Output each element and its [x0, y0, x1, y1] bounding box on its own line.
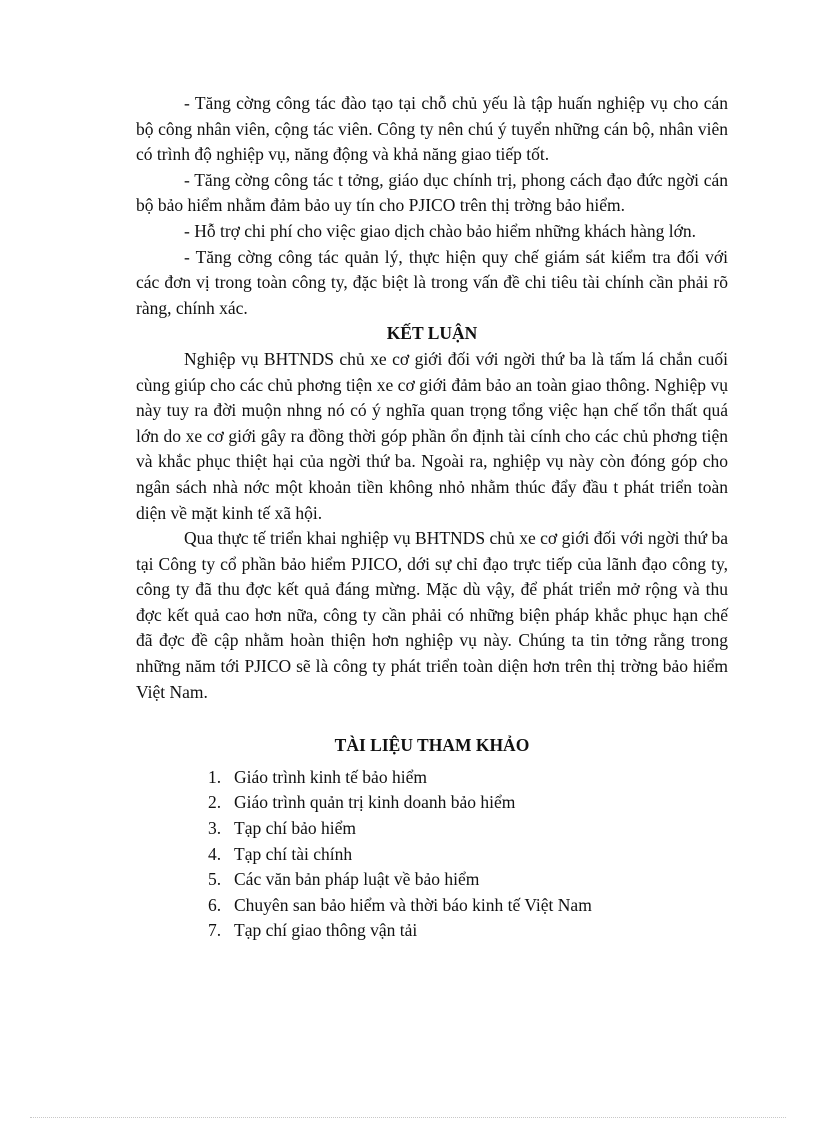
- list-item-number: 2.: [208, 792, 222, 813]
- page-bottom-divider: [30, 1117, 786, 1118]
- list-item: [208, 790, 728, 816]
- paragraph-ideology: - Tăng cờng công tác t tởng, giáo dục chính trị, phong cách đạo đức ngời cán bộ bảo hiểm nhằm đảm bảo uy tín cho PJICO trên thị trờng bảo hiểm.: [136, 169, 728, 216]
- list-item-number: 3.: [208, 818, 222, 839]
- list-item: [208, 765, 728, 791]
- document-page: [136, 91, 728, 944]
- list-item: [208, 918, 728, 944]
- paragraph-management: - Tăng cờng công tác quản lý, thực hiện quy chế giám sát kiểm tra đối với các đơn vị trong toàn công ty, đặc biệt là trong vấn đề chi tiêu tài chính cần phải rõ ràng, chính xác.: [136, 246, 728, 318]
- paragraph-training: - Tăng cờng công tác đào tạo tại chỗ chủ yếu là tập huấn nghiệp vụ cho cán bộ công nhân viên, cộng tác viên. Công ty nên chú ý tuyển những cán bộ, nhân viên có trình độ nghiệp vụ, năng động và khả năng giao tiếp tốt.: [136, 93, 728, 165]
- list-item: [208, 893, 728, 919]
- list-item-text: Chuyên san bảo hiểm và thời báo kinh tế Việt Nam: [234, 894, 592, 915]
- list-item-number: 6.: [208, 894, 222, 915]
- list-item-text: Tạp chí bảo hiểm: [234, 818, 356, 839]
- list-item-number: 1.: [208, 766, 222, 787]
- conclusion-paragraph-2: Qua thực tế triển khai nghiệp vụ BHTNDS chủ xe cơ giới đối với ngời thứ ba tại Công ty cổ phần bảo hiểm PJICO, dới sự chỉ đạo trực tiếp của lãnh đạo công ty, công ty đã thu đợc kết quả đáng mừng. Mặc dù vậy, để phát triển mở rộng và thu đợc kết quả cao hơn nữa, công ty cần phải có những biện pháp khắc phục hạn chế đã đợc đề cập nhằm hoàn thiện hơn nghiệp vụ này. Chúng ta tin tởng rằng trong những năm tới PJICO sẽ là công ty phát triển toàn diện hơn trên thị trờng bảo hiểm Việt Nam.: [136, 528, 728, 702]
- list-item: [208, 842, 728, 868]
- list-item-number: 4.: [208, 843, 222, 864]
- references-heading: TÀI LIỆU THAM KHẢO: [334, 735, 530, 756]
- list-item: [208, 816, 728, 842]
- list-item-text: Giáo trình kinh tế bảo hiểm: [234, 766, 427, 787]
- list-item-text: Giáo trình quản trị kinh doanh bảo hiểm: [234, 792, 516, 813]
- references-list: [136, 765, 728, 944]
- paragraph-cost-support: - Hỗ trợ chi phí cho việc giao dịch chào bảo hiểm những khách hàng lớn.: [184, 220, 697, 241]
- conclusion-paragraph-1: Nghiệp vụ BHTNDS chủ xe cơ giới đối với ngời thứ ba là tấm lá chắn cuối cùng giúp cho các chủ phơng tiện xe cơ giới đảm bảo an toàn giao thông. Nghiệp vụ này tuy ra đời muộn nhng nó có ý nghĩa quan trọng tổng việc hạn chế tổn thất quá lớn do xe cơ giới gây ra đồng thời góp phần ổn định tài cính cho các chủ phơng tiện và khắc phục thiệt hại của ngời thứ ba. Ngoài ra, nghiệp vụ này còn đóng góp cho ngân sách nhà nớc một khoản tiền không nhỏ nhằm thúc đẩy đầu t phát triển toàn diện về mặt kinh tế xã hội.: [136, 348, 728, 523]
- conclusion-heading: KẾT LUẬN: [386, 323, 478, 344]
- list-item-text: Tạp chí tài chính: [234, 843, 353, 864]
- list-item: [208, 867, 728, 893]
- list-item-text: Các văn bản pháp luật về bảo hiểm: [234, 869, 480, 890]
- list-item-number: 5.: [208, 869, 222, 890]
- list-item-number: 7.: [208, 920, 222, 941]
- list-item-text: Tạp chí giao thông vận tải: [234, 920, 418, 941]
